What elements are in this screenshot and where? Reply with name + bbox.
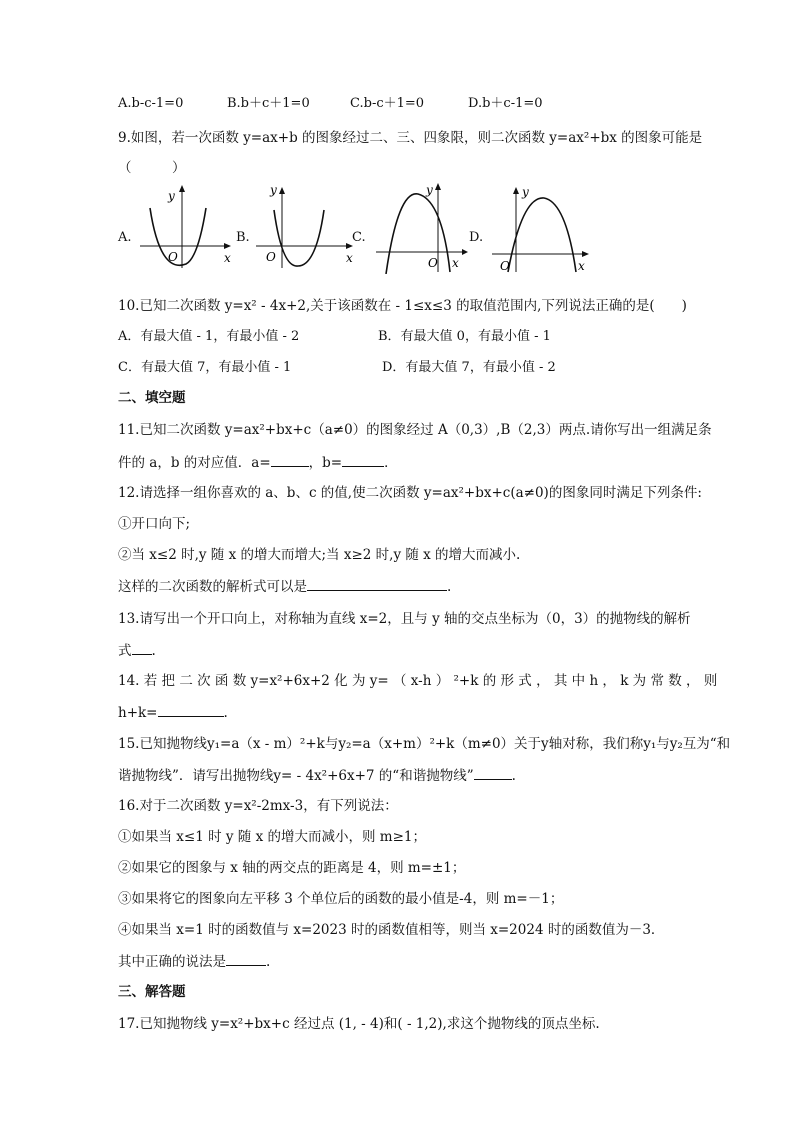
- q15-line2: [118, 766, 684, 785]
- q9-label-a: A.: [118, 230, 132, 245]
- q9-graph-b-x-label: x: [346, 251, 353, 265]
- q14-text-b: .: [223, 705, 228, 721]
- q16-text-a: 其中正确的说法是: [118, 954, 226, 970]
- q9-graph-c-y-label: y: [426, 183, 433, 197]
- q16-statement-2: ②如果它的图象与 x 轴的两交点的距离是 4，则 m=±1；: [118, 860, 466, 876]
- section-answer-heading: 三、解答题: [118, 984, 186, 1000]
- q16-stem: 16.对于二次函数 y=x²-2mx-3，有下列说法：: [118, 798, 398, 814]
- q8-option-a: A.b-c-1=0: [118, 96, 184, 111]
- q9-graph-a-x-label: x: [224, 251, 231, 265]
- q14-stem: 14. 若 把 二 次 函 数 y=x²+6x+2 化 为 y= （ x-h ） ²+k 的 形 式 ， 其 中 h ， k 为 常 数 ， 则: [118, 673, 718, 689]
- q9-graph-d: [490, 182, 594, 274]
- q11-blank-a[interactable]: [271, 453, 309, 467]
- q12-stem: 12.请选择一组你喜欢的 a、b、c 的值,使二次函数 y=ax²+bx+c(a≠0)的图象同时满足下列条件:: [118, 485, 702, 501]
- q9-stem: 9.如图，若一次函数 y=ax+b 的图象经过二、三、四象限，则二次函数 y=ax²+bx 的图象可能是: [118, 130, 703, 146]
- q10-option-b: B．有最大值 0，有最小值 - 1: [378, 329, 551, 344]
- q13-line2: [118, 641, 684, 660]
- q15-stem: 15.已知抛物线y₁=a（x - m）²+k与y₂=a（x+m）²+k（m≠0）关于y轴对称，我们称y₁与y₂互为“和: [118, 736, 731, 752]
- q9-answer-paren: （ ）: [118, 160, 186, 176]
- q9-graph-a-y-label: y: [168, 189, 175, 203]
- q13-text-a: 式: [118, 643, 132, 659]
- q8-option-d: D.b＋c-1=0: [468, 96, 543, 111]
- q8-option-b: B.b＋c＋1=0: [227, 96, 310, 111]
- q16-line6: [118, 952, 684, 971]
- q11-text-b: ，b=: [308, 455, 343, 471]
- q11-text-c: ．: [384, 455, 398, 471]
- q9-label-d: D.: [469, 230, 484, 245]
- q9-graph-d-x-label: x: [578, 259, 585, 273]
- q12-condition-1: ①开口向下;: [118, 516, 191, 532]
- q16-text-b: .: [266, 954, 271, 970]
- q11-blank-b[interactable]: [342, 453, 384, 467]
- q15-text-a: 谐抛物线”．请写出抛物线y= - 4x²+6x+7 的“和谐抛物线”: [118, 768, 474, 784]
- q16-statement-3: ③如果将它的图象向左平移 3 个单位后的函数的最小值是-4，则 m=－1；: [118, 891, 564, 907]
- q16-statement-4: ④如果当 x=1 时的函数值与 x=2023 时的函数值相等，则当 x=2024 时的函数值为－3．: [118, 922, 665, 938]
- q9-graph-a-origin: O: [168, 250, 178, 264]
- q12-text-b: .: [447, 579, 452, 595]
- q12-line4: [118, 577, 684, 596]
- q17-stem: 17.已知抛物线 y=x²+bx+c 经过点 (1, - 4)和( - 1,2),求这个抛物线的顶点坐标.: [118, 1016, 600, 1032]
- q9-label-b: B.: [236, 230, 250, 245]
- q10-option-c: C．有最大值 7，有最小值 - 1: [118, 360, 292, 375]
- q9-graph-c-origin: O: [428, 256, 438, 270]
- q10-stem: 10.已知二次函数 y=x² - 4x+2,关于该函数在 - 1≤x≤3 的取值范围内,下列说法正确的是( ): [118, 298, 687, 314]
- q9-graph-c: [372, 180, 468, 274]
- q11-line2: [118, 453, 684, 472]
- q9-graph-b-y-label: y: [270, 183, 277, 197]
- q9-graph-a: [138, 182, 238, 270]
- q13-blank[interactable]: [132, 641, 152, 655]
- q9-graph-d-y-label: y: [522, 185, 529, 199]
- section-fill-in-heading: 二、填空题: [118, 390, 186, 406]
- q16-blank[interactable]: [226, 952, 266, 966]
- q15-blank[interactable]: [474, 766, 512, 780]
- q13-stem: 13.请写出一个开口向上，对称轴为直线 x=2，且与 y 轴的交点坐标为（0，3）的抛物线的解析: [118, 611, 691, 627]
- q14-text-a: h+k=: [118, 705, 158, 721]
- q9-graph-d-origin: O: [500, 259, 510, 273]
- q11-stem: 11.已知二次函数 y=ax²+bx+c（a≠0）的图象经过 A（0,3）,B（2,3）两点.请你写出一组满足条: [118, 422, 712, 438]
- q15-text-b: .: [511, 768, 516, 784]
- q10-option-d: D．有最大值 7，有最小值 - 2: [382, 360, 556, 375]
- q12-blank[interactable]: [307, 577, 447, 591]
- q12-text-a: 这样的二次函数的解析式可以是: [118, 579, 307, 595]
- q9-graph-c-x-label: x: [452, 256, 459, 270]
- q8-option-c: C.b-c＋1=0: [350, 96, 425, 111]
- q9-label-c: C.: [352, 230, 366, 245]
- q10-option-a: A．有最大值 - 1，有最小值 - 2: [118, 329, 300, 344]
- q9-graph-b: [254, 182, 358, 270]
- q11-text-a: 件的 a，b 的对应值．a=: [118, 455, 271, 471]
- q14-blank[interactable]: [158, 703, 224, 717]
- q16-statement-1: ①如果当 x≤1 时 y 随 x 的增大而减小，则 m≥1；: [118, 829, 426, 845]
- q9-graph-b-origin: O: [266, 250, 276, 264]
- q12-condition-2: ②当 x≤2 时,y 随 x 的增大而增大;当 x≥2 时,y 随 x 的增大而减小.: [118, 547, 521, 563]
- q14-line2: [118, 703, 684, 722]
- q13-text-b: .: [151, 643, 156, 659]
